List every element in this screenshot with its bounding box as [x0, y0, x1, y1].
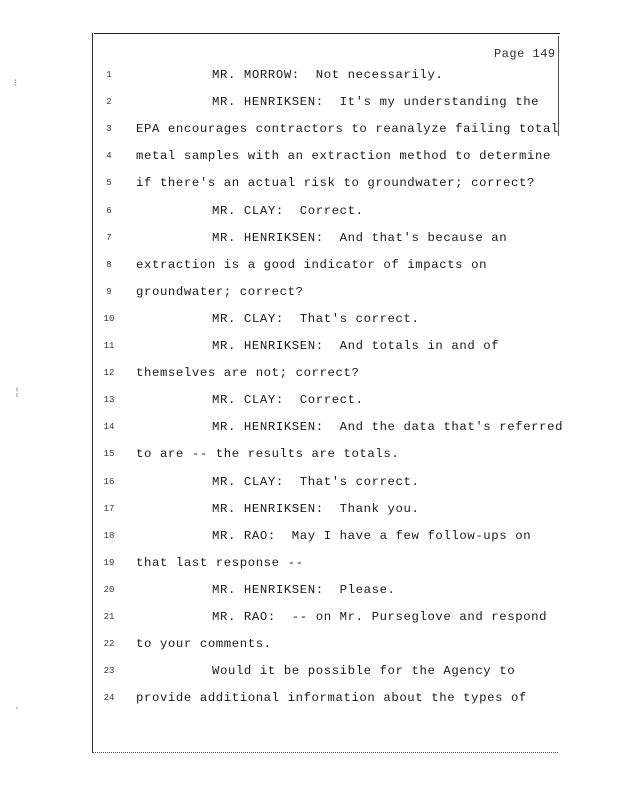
line-text: MR. CLAY: Correct.: [212, 393, 364, 408]
line-number: 11: [103, 341, 115, 351]
transcript-line: [0, 285, 618, 305]
line-text: provide additional information about the types of: [136, 691, 527, 706]
transcript-line: [0, 366, 618, 386]
line-text: MR. HENRIKSEN: Please.: [212, 582, 396, 597]
transcript-line: [0, 122, 618, 142]
transcript-line: [0, 339, 618, 359]
line-text: MR. HENRIKSEN: And that's because an: [212, 230, 508, 245]
line-number: 20: [103, 584, 115, 595]
transcript-line: [0, 637, 618, 657]
line-number: 23: [103, 666, 115, 677]
line-text: that last response --: [136, 555, 304, 570]
line-number: 2: [106, 97, 112, 108]
line-text: MR. RAO: May I have a few follow-ups on: [212, 528, 532, 543]
line-text: to are -- the results are totals.: [136, 447, 400, 462]
line-text: groundwater; correct?: [136, 284, 304, 299]
line-number: 15: [103, 449, 115, 460]
line-number: 17: [103, 503, 115, 514]
line-text: MR. RAO: -- on Mr. Purseglove and respond: [212, 610, 548, 624]
line-text: extraction is a good indicator of impacts on: [136, 257, 488, 272]
line-text: MR. CLAY: That's correct.: [212, 311, 420, 326]
transcript-line: [0, 68, 618, 88]
line-number: 4: [106, 151, 112, 162]
line-text: Would it be possible for the Agency to: [212, 664, 516, 679]
line-number: 19: [103, 557, 115, 568]
page-top-border: [94, 33, 560, 34]
line-number: 1: [106, 70, 112, 80]
transcript-line: [0, 204, 618, 224]
transcript-line: [0, 231, 618, 251]
transcript-line: [0, 529, 618, 549]
scan-mark-icon: ·: [14, 704, 21, 715]
transcript-line: [0, 583, 618, 603]
transcript-line: [0, 502, 618, 522]
line-number: 6: [106, 205, 112, 216]
page-number: Page 149: [494, 47, 556, 61]
transcript-line: [0, 556, 618, 576]
line-number: 13: [103, 395, 115, 406]
transcript-line: [0, 258, 618, 278]
line-text: MR. HENRIKSEN: It's my understanding the: [212, 95, 540, 110]
page-bottom-border: [92, 752, 558, 753]
transcript-line: [0, 312, 618, 332]
line-text: MR. HENRIKSEN: And totals in and of: [212, 339, 500, 353]
transcript-line: [0, 149, 618, 169]
line-number: 10: [103, 313, 115, 324]
line-text: themselves are not; correct?: [136, 366, 360, 381]
line-number: 9: [106, 286, 112, 297]
transcript-line: [0, 420, 618, 440]
line-number: 14: [103, 422, 115, 433]
transcript-line: [0, 95, 618, 115]
transcript-line: [0, 610, 618, 630]
line-number: 3: [106, 124, 112, 135]
line-number: 16: [103, 476, 115, 487]
line-text: MR. HENRIKSEN: Thank you.: [212, 501, 420, 516]
scan-mark-icon: ⁝: [14, 79, 18, 90]
line-text: to your comments.: [136, 637, 272, 652]
transcript-line: [0, 393, 618, 413]
transcript-line: [0, 447, 618, 467]
line-text: EPA encourages contractors to reanalyze failing total: [136, 122, 559, 137]
transcript-line: [0, 475, 618, 495]
line-text: metal samples with an extraction method to determine: [136, 149, 551, 164]
line-number: 12: [103, 368, 115, 379]
transcript-line: [0, 691, 618, 711]
line-number: 8: [106, 259, 112, 270]
line-text: MR. CLAY: Correct.: [212, 203, 364, 218]
line-number: 7: [106, 232, 112, 243]
transcript-line: [0, 664, 618, 684]
line-text: if there's an actual risk to groundwater; correct?: [136, 176, 535, 191]
line-text: MR. CLAY: That's correct.: [212, 474, 420, 489]
transcript-line: [0, 176, 618, 196]
line-number: 21: [103, 612, 115, 622]
scan-mark-icon: ¦: [14, 388, 21, 399]
line-number: 5: [106, 178, 112, 189]
line-number: 24: [103, 693, 115, 704]
line-number: 18: [103, 530, 115, 541]
line-text: MR. MORROW: Not necessarily.: [212, 68, 444, 82]
line-number: 22: [103, 639, 115, 650]
line-text: MR. HENRIKSEN: And the data that's referred: [212, 420, 564, 435]
